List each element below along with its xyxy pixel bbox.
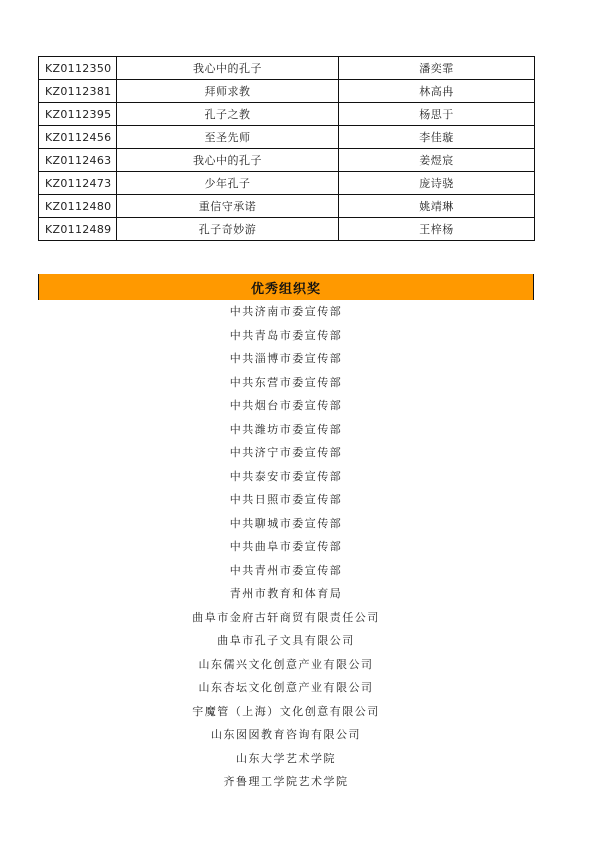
author-name: 王梓杨 (339, 218, 535, 241)
list-item: 中共东营市委宣传部 (229, 375, 343, 389)
section-header-excellent-organization: 优秀组织奖 (38, 274, 534, 300)
table-row (39, 195, 535, 218)
work-title: 拜师求教 (117, 80, 339, 103)
list-item: 中共日照市委宣传部 (229, 493, 343, 506)
table-row (39, 57, 535, 80)
list-item: 中共青岛市委宣传部 (229, 328, 343, 342)
author-name: 姚靖琳 (339, 195, 535, 218)
list-item: 曲阜市金府古轩商贸有限责任公司 (192, 610, 380, 624)
list-item: 中共聊城市委宣传部 (229, 516, 343, 530)
entry-code: KZ0112473 (39, 172, 117, 195)
author-name: 潘奕霏 (339, 57, 535, 80)
entry-code: KZ0112480 (39, 195, 117, 218)
author-name: 庞诗骁 (339, 172, 535, 195)
entry-code: KZ0112350 (39, 57, 117, 80)
winners-table (38, 56, 535, 241)
list-item: 中共济宁市委宣传部 (229, 446, 343, 459)
list-item: 山东大学艺术学院 (236, 751, 336, 765)
work-title: 少年孔子 (117, 172, 339, 195)
work-title: 重信守承诺 (117, 195, 339, 218)
entry-code: KZ0112489 (39, 218, 117, 241)
entry-code: KZ0112395 (39, 103, 117, 126)
table-row (39, 172, 535, 195)
author-name: 林高冉 (339, 80, 535, 103)
list-item: 中共曲阜市委宣传部 (229, 540, 343, 553)
table-row (39, 126, 535, 149)
entry-code: KZ0112456 (39, 126, 117, 149)
list-item: 曲阜市孔子文具有限公司 (217, 634, 355, 647)
author-name: 杨思于 (339, 103, 535, 126)
author-name: 李佳璇 (339, 126, 535, 149)
work-title: 至圣先师 (117, 126, 339, 149)
author-name: 姜煜宸 (339, 149, 535, 172)
table-row (39, 80, 535, 103)
work-title: 我心中的孔子 (117, 149, 339, 172)
list-item: 山东囡囡教育咨询有限公司 (211, 728, 361, 741)
table-row (39, 103, 535, 126)
list-item: 青州市教育和体育局 (229, 587, 343, 600)
work-title: 孔子之教 (117, 103, 339, 126)
work-title: 我心中的孔子 (117, 57, 339, 80)
work-title: 孔子奇妙游 (117, 218, 339, 241)
table-row (39, 218, 535, 241)
list-item: 山东儒兴文化创意产业有限公司 (198, 657, 374, 671)
list-item: 中共济南市委宣传部 (229, 305, 343, 318)
list-item: 齐鲁理工学院艺术学院 (223, 775, 349, 788)
list-item: 中共泰安市委宣传部 (229, 469, 343, 483)
list-item: 中共潍坊市委宣传部 (229, 422, 343, 436)
entry-code: KZ0112463 (39, 149, 117, 172)
entry-code: KZ0112381 (39, 80, 117, 103)
list-item: 中共淄博市委宣传部 (229, 352, 343, 365)
table-row (39, 149, 535, 172)
list-item: 山东杏坛文化创意产业有限公司 (198, 681, 374, 694)
list-item: 宇魔管（上海）文化创意有限公司 (192, 704, 380, 718)
list-item: 中共青州市委宣传部 (229, 563, 343, 577)
organization-list (38, 300, 534, 794)
list-item: 中共烟台市委宣传部 (229, 399, 343, 412)
